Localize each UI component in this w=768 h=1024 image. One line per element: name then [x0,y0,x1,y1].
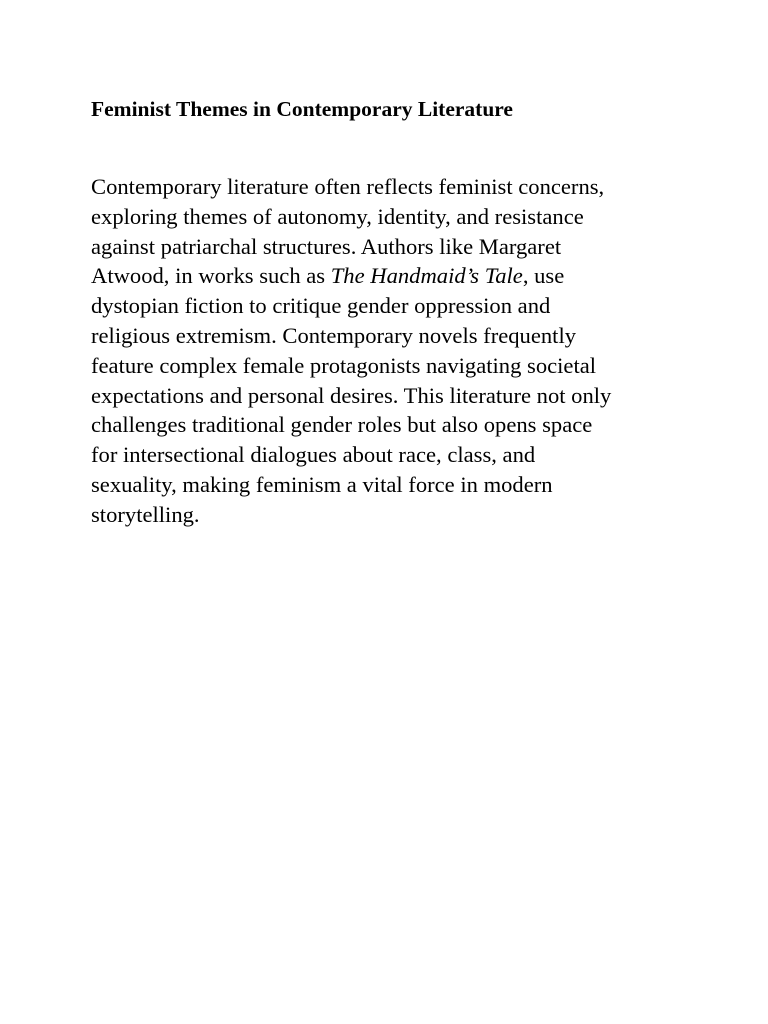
body-line: against patriarchal structures. Authors like Margaret [91,233,562,259]
body-line: sexuality, making feminism a vital force in modern [91,471,553,497]
body-paragraph [91,172,691,530]
body-line: dystopian fiction to critique gender oppression and [91,293,551,319]
body-line-with-book-title [91,261,691,291]
body-line: storytelling. [91,501,200,527]
document-title: Feminist Themes in Contemporary Literature [91,97,513,121]
body-text-segment: , use [522,263,565,289]
body-line: Contemporary literature often reflects feminist concerns, [91,174,605,199]
body-line: exploring themes of autonomy, identity, and resistance [91,203,584,229]
body-line: expectations and personal desires. This literature not only [91,382,612,408]
body-line: for intersectional dialogues about race, class, and [91,442,536,468]
body-line: religious extremism. Contemporary novels frequently [91,322,577,348]
body-line: feature complex female protagonists navigating societal [91,352,597,378]
book-title-italic: The Handmaid’s Tale [330,263,523,289]
body-line: challenges traditional gender roles but also opens space [91,412,593,438]
body-text-segment: Atwood, in works such as [91,263,331,289]
